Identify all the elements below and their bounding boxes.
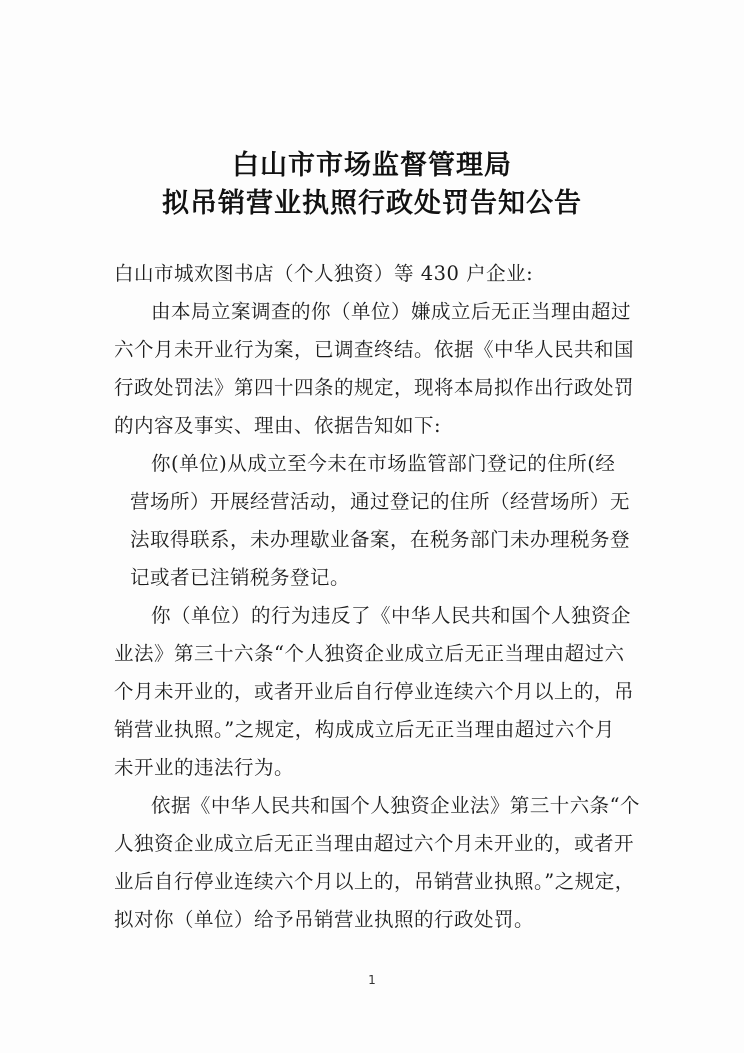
para2-line: 营场所）开展经营活动，通过登记的住所（经营场所）无 (130, 490, 631, 513)
document-title-line2: 拟吊销营业执照行政处罚告知公告 (162, 188, 582, 219)
page-number: 1 (368, 973, 376, 987)
para2-line: 记或者已注销税务登记。 (130, 566, 351, 589)
para3-line: 销营业执照。”之规定，构成成立后无正当理由超过六个月 (114, 718, 615, 741)
para3-line: 你（单位）的行为违反了《中华人民共和国个人独资企 (151, 604, 632, 627)
para2-line: 法取得联系，未办理歇业备案，在税务部门未办理税务登 (130, 528, 631, 551)
para1-line: 行政处罚法》第四十四条的规定，现将本局拟作出行政处罚 (114, 376, 635, 399)
para4-line: 业后自行停业连续六个月以上的，吊销营业执照。”之规定， (114, 870, 635, 893)
para3-line: 未开业的违法行为。 (114, 756, 295, 779)
document-title-line1: 白山市市场监督管理局 (232, 150, 512, 181)
para2-line: 你(单位)从成立至今未在市场监管部门登记的住所(经 (151, 452, 616, 475)
para4-line: 拟对你（单位）给予吊销营业执照的行政处罚。 (114, 908, 535, 931)
addressee: 白山市城欢图书店（个人独资）等 430 户企业: (114, 262, 534, 285)
para4-line: 依据《中华人民共和国个人独资企业法》第三十六条“个 (151, 794, 640, 817)
para1-line: 的内容及事实、理由、依据告知如下: (114, 414, 442, 437)
para3-line: 业法》第三十六条“个人独资企业成立后无正当理由超过六 (114, 642, 625, 665)
para1-line: 由本局立案调查的你（单位）嫌成立后无正当理由超过 (151, 300, 632, 323)
para3-line: 个月未开业的，或者开业后自行停业连续六个月以上的，吊 (114, 680, 635, 703)
para1-line: 六个月未开业行为案，已调查终结。依据《中华人民共和国 (114, 338, 635, 361)
para4-line: 人独资企业成立后无正当理由超过六个月未开业的，或者开 (114, 832, 635, 855)
